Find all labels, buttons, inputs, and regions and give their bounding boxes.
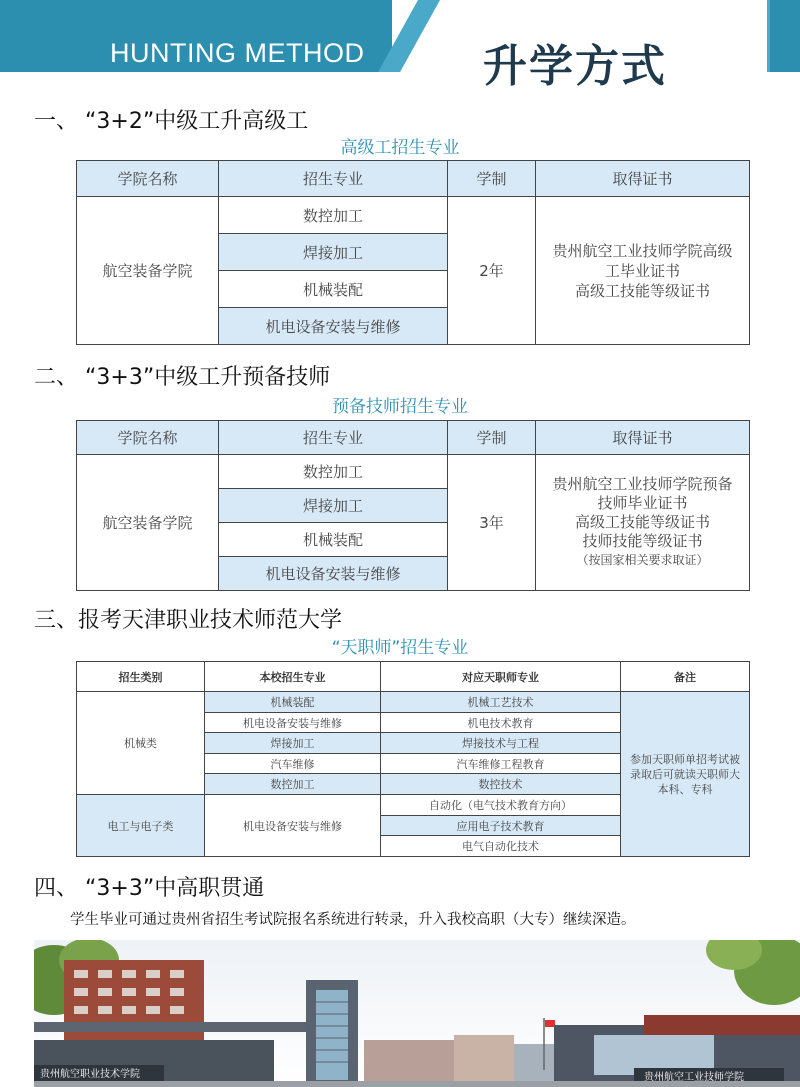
major-cell: 焊接加工 bbox=[205, 733, 381, 754]
cert-line: 高级工技能等级证书 bbox=[574, 281, 710, 300]
section1-table bbox=[76, 160, 750, 345]
cert-line: 贵州航空工业技师学院预备 bbox=[552, 475, 733, 493]
header-english-title: HUNTING METHOD bbox=[110, 38, 365, 68]
page-title: 升学方式 bbox=[483, 41, 667, 92]
header-cell: 学院名称 bbox=[77, 161, 219, 197]
section2-subtitle: 预备技师招生专业 bbox=[332, 397, 468, 417]
major-cell: 汽车维修 bbox=[205, 754, 381, 774]
section1-subtitle: 高级工招生专业 bbox=[340, 138, 460, 158]
years-cell: 3年 bbox=[448, 455, 536, 591]
section3-subtitle: “天职师”招生专业 bbox=[331, 638, 469, 658]
section1-title: 一、 “3+2”中级工升高级工 bbox=[34, 109, 309, 134]
header-cell: 学院名称 bbox=[77, 421, 219, 455]
section3-table bbox=[76, 661, 750, 857]
target-cell: 电气自动化技术 bbox=[381, 836, 621, 857]
major-cell: 焊接加工 bbox=[219, 234, 448, 271]
header-cell: 招生专业 bbox=[219, 161, 448, 197]
campus-illustration bbox=[34, 940, 800, 1087]
target-cell: 焊接技术与工程 bbox=[381, 733, 621, 754]
major-cell: 机械装配 bbox=[219, 523, 448, 557]
target-cell: 汽车维修工程教育 bbox=[381, 754, 621, 774]
major-cell: 焊接加工 bbox=[219, 489, 448, 523]
header-cell: 备注 bbox=[621, 662, 750, 692]
header-cell: 取得证书 bbox=[536, 161, 750, 197]
section4-paragraph: 学生毕业可通过贵州省招生考试院报名系统进行转录，升入我校高职（大专）继续深造。 bbox=[70, 912, 636, 928]
cert-cell bbox=[536, 197, 750, 345]
cert-line: 高级工技能等级证书 bbox=[574, 513, 710, 531]
campus-photo bbox=[34, 940, 800, 1087]
college-cell: 航空装备学院 bbox=[77, 455, 219, 591]
note-cell: 参加天职师单招考试被录取后可就读天职师大本科、专科 bbox=[621, 692, 750, 857]
major-cell: 机电设备安装与维修 bbox=[219, 557, 448, 591]
major-cell: 数控加工 bbox=[219, 455, 448, 489]
major-cell: 机械装配 bbox=[219, 271, 448, 308]
section4-title: 四、 “3+3”中高职贯通 bbox=[34, 876, 265, 901]
header-cell: 本校招生专业 bbox=[205, 662, 381, 692]
sign-right-text: 贵州航空工业技师学院 bbox=[644, 1072, 744, 1083]
sign-left-text: 贵州航空职业技术学院 bbox=[40, 1069, 140, 1080]
target-cell: 自动化（电气技术教育方向） bbox=[381, 795, 621, 816]
header-cell: 取得证书 bbox=[536, 421, 750, 455]
target-cell: 机电技术教育 bbox=[381, 713, 621, 733]
cert-cell bbox=[536, 455, 750, 591]
category-cell: 机械类 bbox=[77, 692, 205, 795]
header-cell: 招生类别 bbox=[77, 662, 205, 692]
major-cell: 机电设备安装与维修 bbox=[205, 713, 381, 733]
header-corner-block bbox=[770, 0, 800, 72]
target-cell: 应用电子技术教育 bbox=[381, 816, 621, 836]
major-cell: 数控加工 bbox=[205, 774, 381, 795]
years-cell: 2年 bbox=[448, 197, 536, 345]
section3-title: 三、报考天津职业技术师范大学 bbox=[34, 608, 343, 633]
major-cell: 数控加工 bbox=[219, 197, 448, 234]
header-cell: 招生专业 bbox=[219, 421, 448, 455]
cert-line: 工毕业证书 bbox=[604, 261, 680, 280]
header-cell: 对应天职师专业 bbox=[381, 662, 621, 692]
major-cell: 机械装配 bbox=[205, 692, 381, 713]
cert-note: （按国家相关要求取证） bbox=[576, 553, 709, 567]
target-cell: 数控技术 bbox=[381, 774, 621, 795]
header-cell: 学制 bbox=[448, 161, 536, 197]
target-cell: 机械工艺技术 bbox=[381, 692, 621, 713]
major-cell: 机电设备安装与维修 bbox=[205, 795, 381, 857]
cert-line: 技师毕业证书 bbox=[597, 494, 688, 512]
cert-line: 技师技能等级证书 bbox=[582, 532, 703, 550]
category-cell: 电工与电子类 bbox=[77, 795, 205, 857]
major-cell: 机电设备安装与维修 bbox=[219, 308, 448, 345]
header-cell: 学制 bbox=[448, 421, 536, 455]
college-cell: 航空装备学院 bbox=[77, 197, 219, 345]
cert-line: 贵州航空工业技师学院高级 bbox=[552, 241, 733, 260]
section2-title: 二、 “3+3”中级工升预备技师 bbox=[34, 365, 331, 390]
section2-table bbox=[76, 420, 750, 591]
